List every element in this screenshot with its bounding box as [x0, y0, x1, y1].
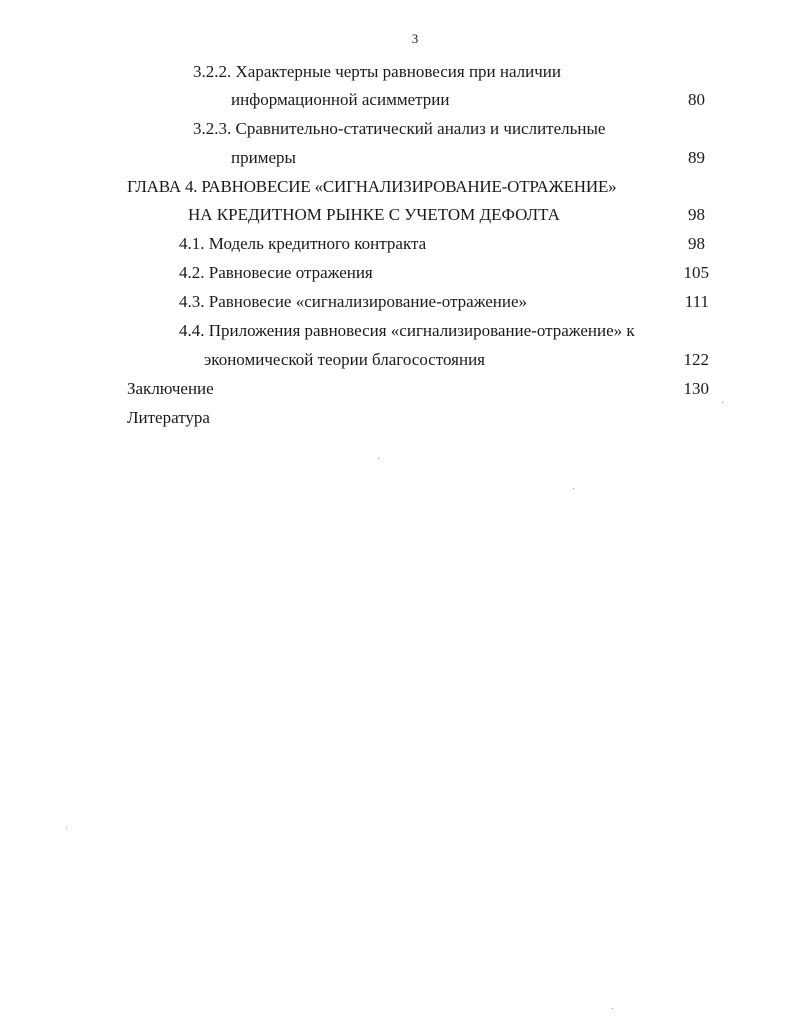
scan-speck: [573, 488, 574, 489]
toc-chapter-4-line-1: ГЛАВА 4. РАВНОВЕСИЕ «СИГНАЛИЗИРОВАНИЕ-ОТРАЖЕНИЕ»: [127, 177, 617, 196]
toc-entry-4-1-page: 98: [688, 234, 705, 253]
toc-chapter-4-page: 98: [688, 205, 705, 224]
scan-speck: [66, 828, 67, 829]
toc-entry-3-2-3-line-2: примеры: [231, 148, 296, 167]
toc-chapter-4-line-2: НА КРЕДИТНОМ РЫНКЕ С УЧЕТОМ ДЕФОЛТА: [188, 205, 560, 224]
scan-speck: [722, 402, 723, 403]
toc-entry-3-2-3-page: 89: [688, 148, 705, 167]
toc-entry-3-2-3-line-1: 3.2.3. Сравнительно-статический анализ и числительные: [193, 119, 606, 138]
toc-entry-3-2-2-line-1: 3.2.2. Характерные черты равновесия при наличии: [193, 62, 562, 81]
toc-conclusion-page: 130: [683, 379, 709, 398]
toc-entry-4-3-line: 4.3. Равновесие «сигнализирование-отражение»: [179, 292, 528, 311]
scan-speck: [612, 1008, 613, 1009]
toc-entry-4-3-page: 111: [684, 292, 709, 311]
toc-entry-3-2-2-page: 80: [688, 90, 705, 109]
toc-entry-3-2-2-line-2: информационной асимметрии: [231, 90, 450, 109]
toc-entry-4-4-line-2: экономической теории благосостояния: [204, 350, 486, 369]
toc-literature-line: Литература: [127, 408, 210, 427]
page-number: 3: [411, 31, 419, 46]
toc-conclusion-line: Заключение: [127, 379, 214, 398]
toc-entry-4-2-page: 105: [683, 263, 709, 282]
toc-entry-4-4-page: 122: [683, 350, 709, 369]
toc-entry-4-1-line: 4.1. Модель кредитного контракта: [179, 234, 427, 253]
scan-speck: [378, 458, 379, 459]
toc-entry-4-4-line-1: 4.4. Приложения равновесия «сигнализирование-отражение» к: [179, 321, 635, 340]
toc-entry-4-2-line: 4.2. Равновесие отражения: [179, 263, 373, 282]
